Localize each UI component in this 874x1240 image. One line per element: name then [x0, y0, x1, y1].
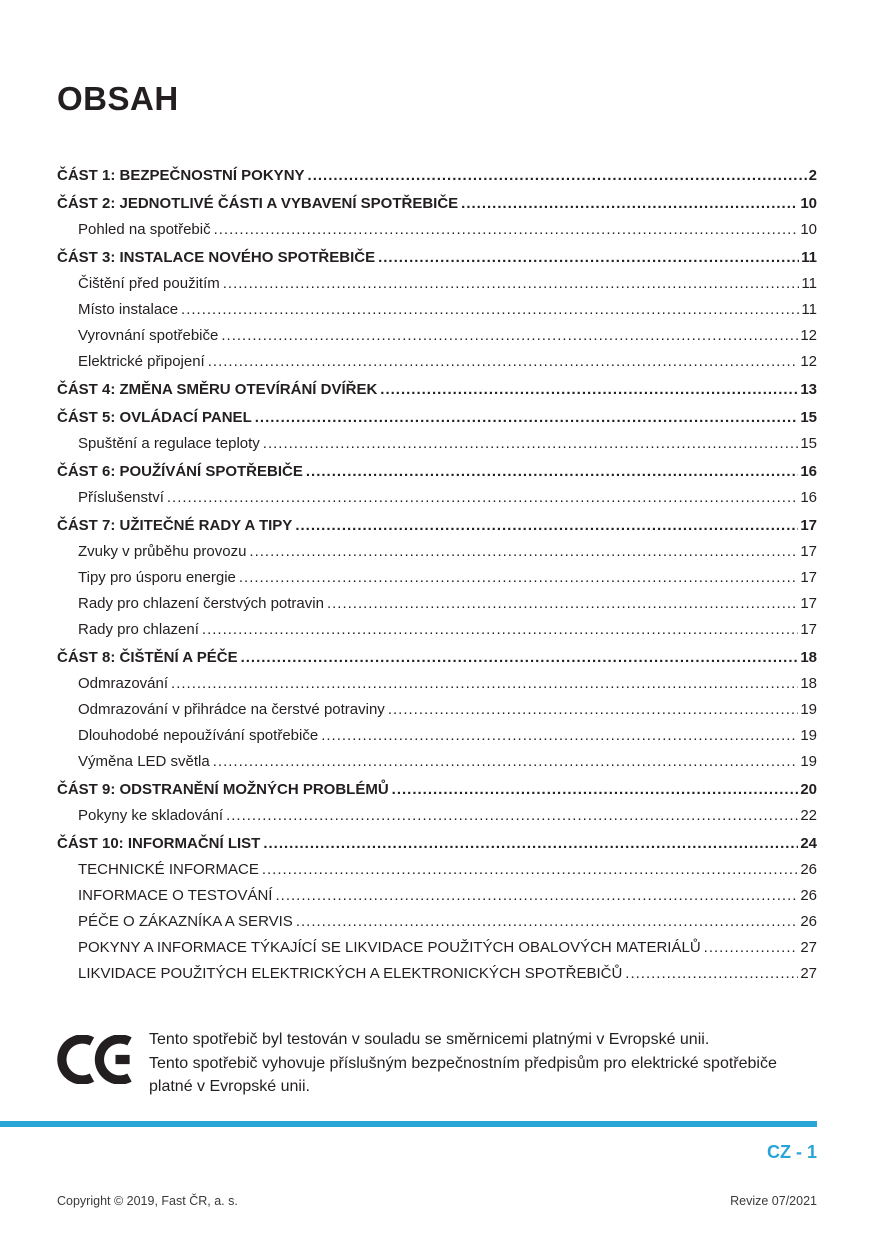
toc-entry-page: 11 [801, 249, 817, 266]
toc-row [57, 671, 817, 697]
toc-row [57, 217, 817, 243]
toc-leader-dots [249, 539, 798, 565]
toc-entry-label: Místo instalace [78, 301, 179, 318]
toc-entry-page: 19 [800, 727, 817, 744]
toc-entry-page: 26 [800, 887, 817, 904]
toc-entry-label: POKYNY A INFORMACE TÝKAJÍCÍ SE LIKVIDACE POUŽITÝCH OBALOVÝCH MATERIÁLŮ [78, 939, 701, 956]
toc-entry-page: 16 [800, 489, 817, 506]
toc-entry-label: Pohled na spotřebič [78, 221, 211, 238]
toc-entry-page: 11 [801, 301, 817, 318]
toc-leader-dots [378, 245, 799, 271]
toc-entry-page: 26 [800, 861, 817, 878]
ce-notice [57, 1028, 817, 1099]
toc-entry-page: 11 [801, 275, 817, 292]
toc-row [57, 723, 817, 749]
revision-text: Revize 07/2021 [730, 1194, 817, 1208]
toc-entry-page: 17 [800, 543, 817, 560]
toc-row [57, 777, 817, 803]
toc-leader-dots [214, 217, 799, 243]
toc-entry-page: 24 [800, 835, 817, 852]
toc-row [57, 349, 817, 375]
toc-entry-label: Zvuky v průběhu provozu [78, 543, 247, 560]
footer [57, 1194, 817, 1208]
toc-leader-dots [263, 431, 799, 457]
toc-entry-label: ČÁST 6: POUŽÍVÁNÍ SPOTŘEBIČE [57, 463, 303, 480]
toc-entry-label: Rady pro chlazení čerstvých potravin [78, 595, 324, 612]
toc-row [57, 883, 817, 909]
toc-entry-label: ČÁST 2: JEDNOTLIVÉ ČÁSTI A VYBAVENÍ SPOTŘEBIČE [57, 195, 459, 212]
toc-row [57, 323, 817, 349]
toc-row [57, 645, 817, 671]
toc-row [57, 803, 817, 829]
toc-row [57, 297, 817, 323]
toc-leader-dots [262, 857, 798, 883]
toc-leader-dots [321, 723, 798, 749]
toc-row [57, 459, 817, 485]
toc-entry-label: ČÁST 1: BEZPEČNOSTNÍ POKYNY [57, 167, 305, 184]
toc-entry-label: ČÁST 10: INFORMAČNÍ LIST [57, 835, 261, 852]
toc-leader-dots [255, 405, 799, 431]
toc-entry-label: ČÁST 4: ZMĚNA SMĚRU OTEVÍRÁNÍ DVÍŘEK [57, 381, 378, 398]
toc-row [57, 539, 817, 565]
toc-row [57, 271, 817, 297]
toc-entry-label: Příslušenství [78, 489, 164, 506]
toc-entry-label: LIKVIDACE POUŽITÝCH ELEKTRICKÝCH A ELEKTRONICKÝCH SPOTŘEBIČŮ [78, 965, 623, 982]
toc-row [57, 697, 817, 723]
toc-entry-page: 17 [800, 517, 817, 534]
toc-list [57, 163, 817, 987]
toc-leader-dots [275, 883, 798, 909]
ce-notice-text [135, 1028, 817, 1099]
toc-leader-dots [380, 377, 798, 403]
toc-leader-dots [704, 935, 799, 961]
toc-leader-dots [296, 909, 799, 935]
toc-leader-dots [241, 645, 799, 671]
toc-leader-dots [213, 749, 799, 775]
toc-entry-page: 15 [800, 435, 817, 452]
toc-entry-label: Odmrazování v přihrádce na čerstvé potraviny [78, 701, 385, 718]
toc-leader-dots [306, 459, 798, 485]
toc-row [57, 565, 817, 591]
toc-entry-label: Výměna LED světla [78, 753, 210, 770]
toc-leader-dots [308, 163, 807, 189]
toc-entry-page: 15 [800, 409, 817, 426]
toc-entry-label: Spuštění a regulace teploty [78, 435, 260, 452]
toc-leader-dots [223, 271, 800, 297]
toc-row [57, 191, 817, 217]
toc-entry-page: 10 [800, 195, 817, 212]
toc-entry-label: Vyrovnání spotřebiče [78, 327, 219, 344]
toc-entry-label: ČÁST 3: INSTALACE NOVÉHO SPOTŘEBIČE [57, 249, 376, 266]
toc-row [57, 935, 817, 961]
toc-entry-page: 26 [800, 913, 817, 930]
toc-entry-page: 20 [800, 781, 817, 798]
toc-row [57, 431, 817, 457]
toc-row [57, 245, 817, 271]
toc-entry-label: INFORMACE O TESTOVÁNÍ [78, 887, 273, 904]
toc-entry-page: 18 [800, 675, 817, 692]
toc-leader-dots [625, 961, 798, 987]
toc-row [57, 749, 817, 775]
toc-entry-label: Pokyny ke skladování [78, 807, 224, 824]
toc-leader-dots [171, 671, 798, 697]
toc-entry-page: 17 [800, 621, 817, 638]
ce-notice-line-1: Tento spotřebič byl testován v souladu se směrnicemi platnými v Evropské unii. [149, 1031, 710, 1048]
toc-leader-dots [226, 803, 798, 829]
toc-entry-label: Dlouhodobé nepoužívání spotřebiče [78, 727, 319, 744]
toc-row [57, 163, 817, 189]
toc-entry-page: 12 [800, 327, 817, 344]
toc-entry-page: 18 [800, 649, 817, 666]
toc-row [57, 513, 817, 539]
toc-entry-label: ČÁST 5: OVLÁDACÍ PANEL [57, 409, 252, 426]
toc-leader-dots [208, 349, 799, 375]
toc-entry-page: 19 [800, 753, 817, 770]
toc-row [57, 909, 817, 935]
toc-row [57, 591, 817, 617]
toc-leader-dots [167, 485, 798, 511]
toc-row [57, 377, 817, 403]
toc-entry-page: 27 [800, 965, 817, 982]
toc-row [57, 857, 817, 883]
toc-entry-page: 13 [800, 381, 817, 398]
page-number-label: CZ - 1 [766, 1142, 817, 1162]
toc-entry-label: PÉČE O ZÁKAZNÍKA A SERVIS [78, 913, 293, 930]
ce-notice-line-2: Tento spotřebič vyhovuje příslušným bezpečnostním předpisům pro elektrické spotřebiče platné v Evropské unii. [149, 1054, 777, 1095]
toc-entry-label: TECHNICKÉ INFORMACE [78, 861, 259, 878]
toc-entry-page: 2 [808, 167, 817, 184]
toc-entry-page: 10 [800, 221, 817, 238]
toc-entry-label: Tipy pro úsporu energie [78, 569, 236, 586]
toc-entry-label: ČÁST 7: UŽITEČNÉ RADY A TIPY [57, 517, 293, 534]
toc-leader-dots [461, 191, 798, 217]
toc-entry-page: 19 [800, 701, 817, 718]
toc-entry-page: 17 [800, 569, 817, 586]
toc-entry-label: Rady pro chlazení [78, 621, 199, 638]
toc-leader-dots [221, 323, 798, 349]
toc-entry-label: Elektrické připojení [78, 353, 205, 370]
toc-leader-dots [388, 697, 799, 723]
toc-row [57, 831, 817, 857]
toc-leader-dots [392, 777, 799, 803]
footer-divider [0, 1121, 817, 1127]
copyright-text: Copyright © 2019, Fast ČR, a. s. [57, 1194, 238, 1208]
toc-row [57, 617, 817, 643]
toc-row [57, 405, 817, 431]
toc-entry-label: ČÁST 9: ODSTRANĚNÍ MOŽNÝCH PROBLÉMŮ [57, 781, 389, 798]
toc-leader-dots [202, 617, 798, 643]
toc-entry-page: 12 [800, 353, 817, 370]
toc-entry-page: 17 [800, 595, 817, 612]
toc-row [57, 961, 817, 987]
toc-leader-dots [239, 565, 798, 591]
toc-entry-page: 27 [800, 939, 817, 956]
toc-leader-dots [327, 591, 798, 617]
toc-leader-dots [295, 513, 798, 539]
toc-leader-dots [181, 297, 799, 323]
toc-entry-label: ČÁST 8: ČIŠTĚNÍ A PÉČE [57, 649, 238, 666]
toc-entry-label: Odmrazování [78, 675, 169, 692]
toc-entry-label: Čištění před použitím [78, 275, 220, 292]
ce-mark-icon [57, 1028, 135, 1089]
toc-row [57, 485, 817, 511]
page-title: OBSAH [57, 80, 179, 117]
toc-entry-page: 22 [800, 807, 817, 824]
toc-leader-dots [263, 831, 798, 857]
toc-entry-page: 16 [800, 463, 817, 480]
